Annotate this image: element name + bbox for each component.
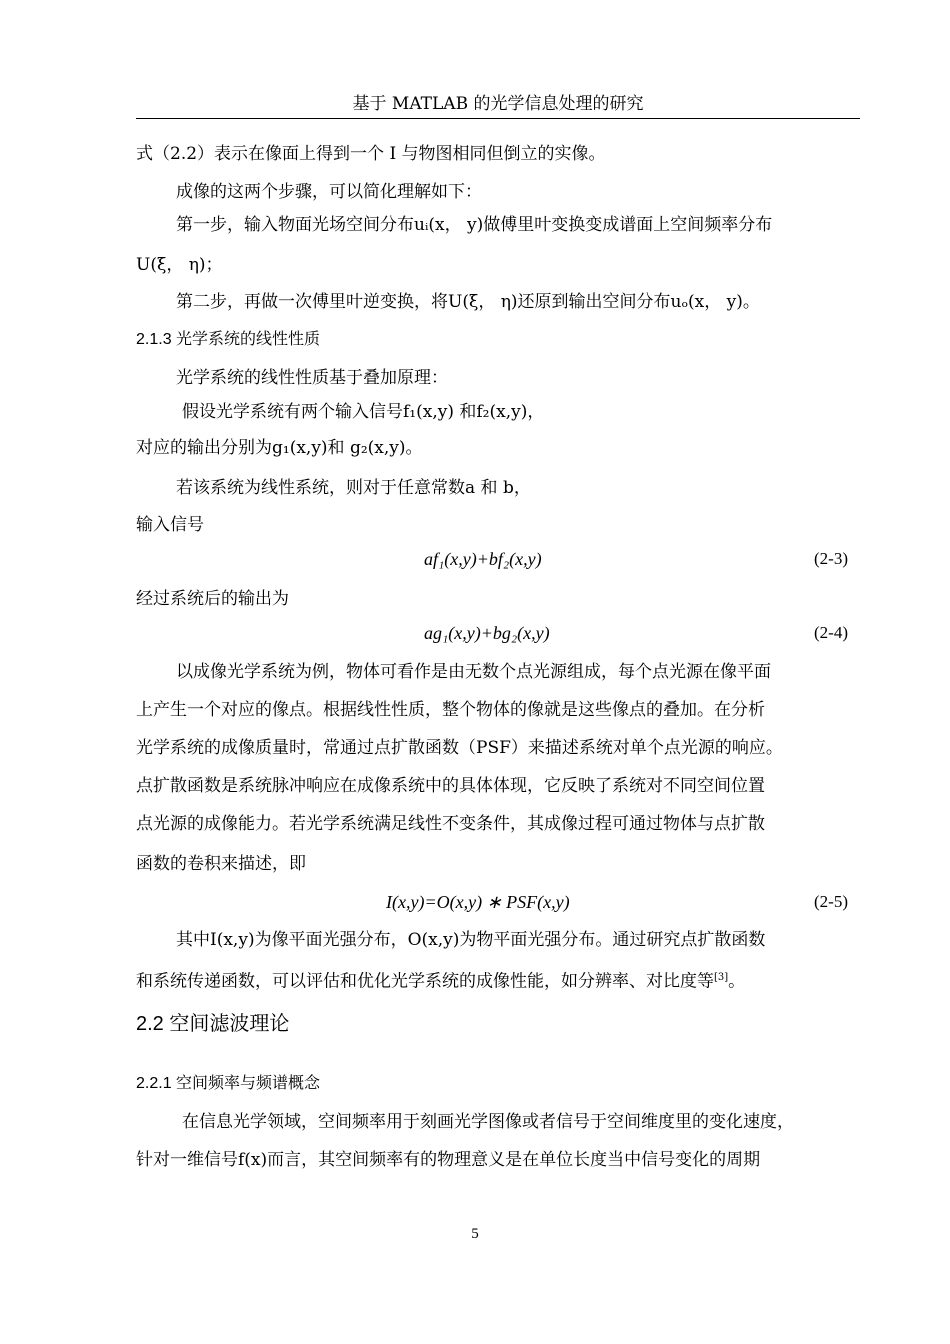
- text-line: 输入信号: [136, 515, 204, 535]
- text-line: 第二步，再做一次傅里叶逆变换，将U(ξ， η)还原到输出空间分布uₒ(x， y)。: [176, 292, 760, 312]
- equation-number: (2-3): [814, 549, 848, 568]
- text-line: [136, 966, 745, 994]
- text-line: 以成像光学系统为例，物体可看作是由无数个点光源组成，每个点光源在像平面: [176, 662, 771, 682]
- text-line: 光学系统的成像质量时，常通过点扩散函数（PSF）来描述系统对单个点光源的响应。: [136, 738, 783, 758]
- equation-2-4: ag₁(x,y)+bg₂(x,y): [424, 623, 550, 643]
- equation-number: (2-4): [814, 623, 848, 642]
- page-number: 5: [471, 1226, 479, 1242]
- header-rule: [136, 118, 860, 119]
- text-line: 其中I(x,y)为像平面光强分布，O(x,y)为物平面光强分布。通过研究点扩散函数: [176, 930, 766, 950]
- text-line: 式（2.2）表示在像面上得到一个 I 与物图相同但倒立的实像。: [136, 144, 606, 164]
- text-span: 和系统传递函数，可以评估和优化光学系统的成像性能，如分辨率、对比度等: [136, 971, 714, 992]
- text-line: 点扩散函数是系统脉冲响应在成像系统中的具体体现，它反映了系统对不同空间位置: [136, 776, 765, 796]
- text-line: U(ξ， η)；: [136, 255, 223, 275]
- text-span: 。: [728, 971, 746, 992]
- section-heading-2-2-1: 2.2.1 空间频率与频谱概念: [136, 1075, 321, 1092]
- section-heading-2-2: 2.2 空间滤波理论: [136, 1013, 290, 1035]
- text-line: 假设光学系统有两个输入信号f₁(x,y) 和f₂(x,y)，: [182, 402, 545, 422]
- running-header: 基于 MATLAB 的光学信息处理的研究: [352, 94, 644, 114]
- text-line: 若该系统为线性系统，则对于任意常数a 和 b，: [176, 478, 531, 498]
- text-line: 在信息光学领域，空间频率用于刻画光学图像或者信号于空间维度里的变化速度，: [182, 1112, 794, 1132]
- equation-2-5: I(x,y)=O(x,y) ∗ PSF(x,y): [386, 892, 570, 912]
- text-line: 光学系统的线性性质基于叠加原理：: [176, 368, 448, 388]
- text-line: 对应的输出分别为g₁(x,y)和 g₂(x,y)。: [136, 438, 423, 458]
- citation-ref: [3]: [714, 972, 729, 983]
- text-line: 函数的卷积来描述，即: [136, 854, 306, 874]
- equation-2-3: af₁(x,y)+bf₂(x,y): [424, 549, 542, 569]
- text-line: 经过系统后的输出为: [136, 589, 289, 609]
- text-line: 第一步，输入物面光场空间分布uᵢ(x， y)做傅里叶变换变成谱面上空间频率分布: [176, 215, 773, 235]
- equation-number: (2-5): [814, 892, 848, 911]
- text-line: 点光源的成像能力。若光学系统满足线性不变条件，其成像过程可通过物体与点扩散: [136, 814, 765, 834]
- section-heading-2-1-3: 2.1.3 光学系统的线性性质: [136, 331, 321, 348]
- text-line: 上产生一个对应的像点。根据线性性质，整个物体的像就是这些像点的叠加。在分析: [136, 700, 765, 720]
- text-line: 针对一维信号f(x)而言，其空间频率有的物理意义是在单位长度当中信号变化的周期: [136, 1150, 761, 1170]
- text-line: 成像的这两个步骤，可以简化理解如下：: [176, 182, 482, 202]
